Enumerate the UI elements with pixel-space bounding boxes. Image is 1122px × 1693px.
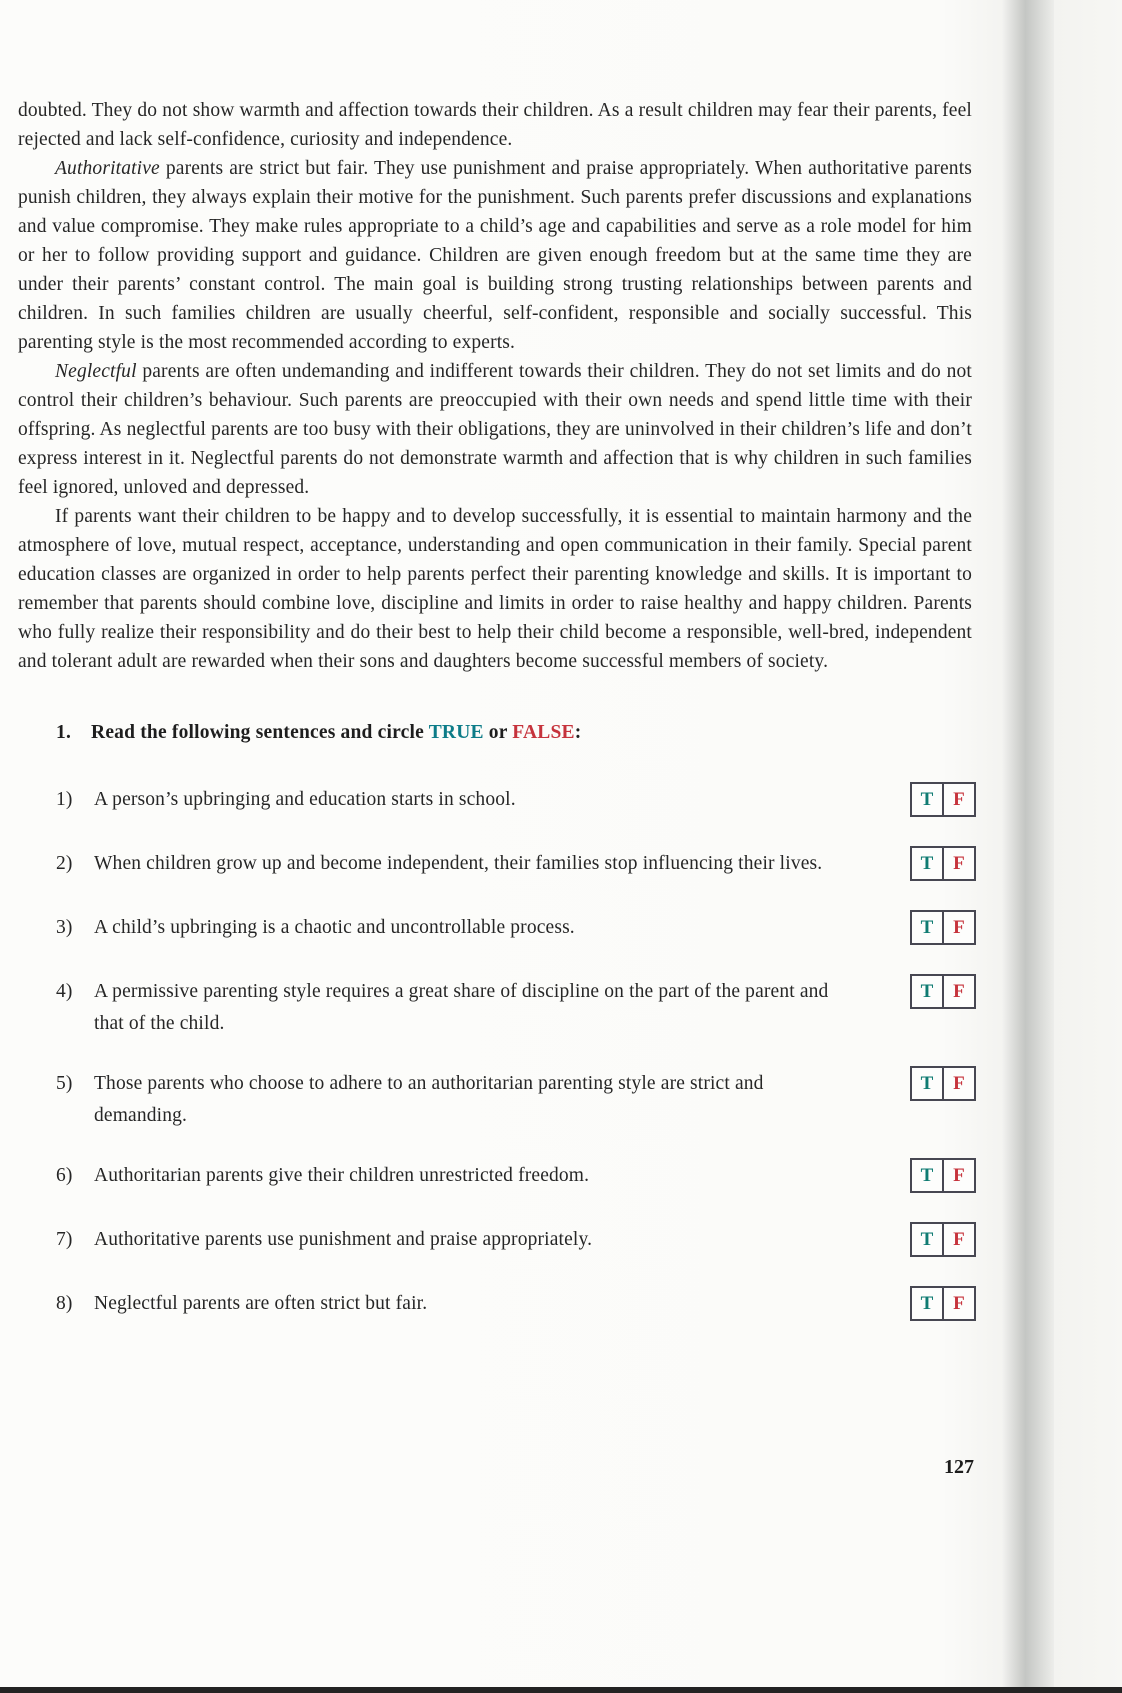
- true-false-selector-8[interactable]: [910, 1286, 976, 1321]
- exercise-item-2: [56, 848, 972, 884]
- false-option[interactable]: F: [943, 974, 976, 1009]
- exercise-item-1: [56, 784, 972, 820]
- item-number: 8): [56, 1293, 73, 1314]
- true-false-selector-3[interactable]: [910, 910, 976, 945]
- false-option[interactable]: F: [943, 1286, 976, 1321]
- false-option[interactable]: F: [943, 1066, 976, 1101]
- paragraph-authoritative: [18, 154, 972, 357]
- true-false-selector-6[interactable]: [910, 1158, 976, 1193]
- paragraph-conclusion: [18, 502, 972, 676]
- exercise-title-false: FALSE: [512, 722, 575, 743]
- scan-bottom-edge: [0, 1687, 1122, 1693]
- exercise-title-or: or: [483, 722, 513, 743]
- true-option[interactable]: T: [910, 974, 943, 1009]
- true-option[interactable]: T: [910, 1222, 943, 1257]
- true-option[interactable]: T: [910, 1066, 943, 1101]
- item-number: 2): [56, 853, 73, 874]
- page-number: 127: [944, 1456, 974, 1478]
- paragraph-lead-word: Authoritative: [55, 158, 160, 179]
- item-number: 1): [56, 789, 73, 810]
- item-text: When children grow up and become independent, their families stop influencing their lives.: [94, 853, 823, 874]
- paragraph-text: doubted. They do not show warmth and affection towards their children. As a result children may fear their parents, feel rejected and lack self-confidence, curiosity and independence.: [18, 100, 972, 150]
- false-option[interactable]: F: [943, 1222, 976, 1257]
- item-text: A child’s upbringing is a chaotic and uncontrollable process.: [94, 917, 575, 938]
- exercise-item-6: [56, 1160, 972, 1196]
- paragraph-text: parents are often undemanding and indifferent towards their children. They do not set limits and do not control their children’s behaviour. Such parents are preoccupied with their own needs and spend little time with their offspring. As neglectful parents are too busy with their obligations, they are uninvolved in their children’s life and don’t express interest in it. Neglectful parents do not demonstrate warmth and affection that is why children in such families feel ignored, unloved and depressed.: [18, 361, 972, 498]
- exercise-item-8: [56, 1288, 972, 1324]
- item-number: 4): [56, 981, 73, 1002]
- exercise-item-4: [56, 976, 972, 1040]
- item-text: Neglectful parents are often strict but fair.: [94, 1293, 428, 1314]
- item-number: 5): [56, 1073, 73, 1094]
- item-text: Authoritarian parents give their children unrestricted freedom.: [94, 1165, 590, 1186]
- paragraph-text: If parents want their children to be happy and to develop successfully, it is essential to maintain harmony and the atmosphere of love, mutual respect, acceptance, understanding and open communication in their family. Special parent education classes are organized in order to help parents perfect their parenting knowledge and skills. It is important to remember that parents should combine love, discipline and limits in order to raise healthy and happy children. Parents who fully realize their responsibility and do their best to help their child become a responsible, well-bred, independent and tolerant adult are rewarded when their sons and daughters become successful members of society.: [18, 506, 972, 672]
- false-option[interactable]: F: [943, 1158, 976, 1193]
- paragraph-text: parents are strict but fair. They use punishment and praise appropriately. When authoritative parents punish children, they always explain their motive for the punishment. Such parents prefer discussions and explanations and value compromise. They make rules appropriate to a child’s age and capabilities and serve as a role model for him or her to follow providing support and guidance. Children are given enough freedom but at the same time they are under their parents’ constant control. The main goal is building strong trusting relationships between parents and children. In such families children are usually cheerful, self-confident, responsible and socially successful. This parenting style is the most recommended according to experts.: [18, 158, 972, 353]
- true-option[interactable]: T: [910, 1286, 943, 1321]
- exercise-item-3: [56, 912, 972, 948]
- exercise-title-prefix: Read the following sentences and circle: [91, 722, 429, 743]
- true-option[interactable]: T: [910, 910, 943, 945]
- exercise-title-true: TRUE: [428, 722, 484, 743]
- exercise-heading: [56, 722, 972, 744]
- true-false-exercise: [56, 722, 972, 1324]
- true-false-selector-1[interactable]: [910, 782, 976, 817]
- item-number: 7): [56, 1229, 73, 1250]
- page-content: [18, 96, 972, 1352]
- paragraph-neglectful: [18, 357, 972, 502]
- false-option[interactable]: F: [943, 846, 976, 881]
- false-option[interactable]: F: [943, 782, 976, 817]
- paragraph-lead-word: Neglectful: [55, 361, 137, 382]
- exercise-number: 1.: [56, 722, 72, 743]
- true-false-selector-7[interactable]: [910, 1222, 976, 1257]
- true-false-selector-5[interactable]: [910, 1066, 976, 1101]
- true-false-selector-4[interactable]: [910, 974, 976, 1009]
- exercise-title-colon: :: [574, 722, 582, 743]
- item-text: Those parents who choose to adhere to an authoritarian parenting style are strict and demanding.: [94, 1073, 764, 1126]
- false-option[interactable]: F: [943, 910, 976, 945]
- paragraph-permissive-continued: [18, 96, 972, 154]
- item-text: Authoritative parents use punishment and praise appropriately.: [94, 1229, 593, 1250]
- true-option[interactable]: T: [910, 846, 943, 881]
- exercise-item-7: [56, 1224, 972, 1260]
- item-text: A person’s upbringing and education starts in school.: [94, 789, 516, 810]
- scan-edge-shadow: [1002, 0, 1054, 1693]
- true-false-selector-2[interactable]: [910, 846, 976, 881]
- item-number: 6): [56, 1165, 73, 1186]
- true-option[interactable]: T: [910, 782, 943, 817]
- item-number: 3): [56, 917, 73, 938]
- true-option[interactable]: T: [910, 1158, 943, 1193]
- item-text: A permissive parenting style requires a great share of discipline on the part of the parent and that of the child.: [94, 981, 829, 1034]
- exercise-item-5: [56, 1068, 972, 1132]
